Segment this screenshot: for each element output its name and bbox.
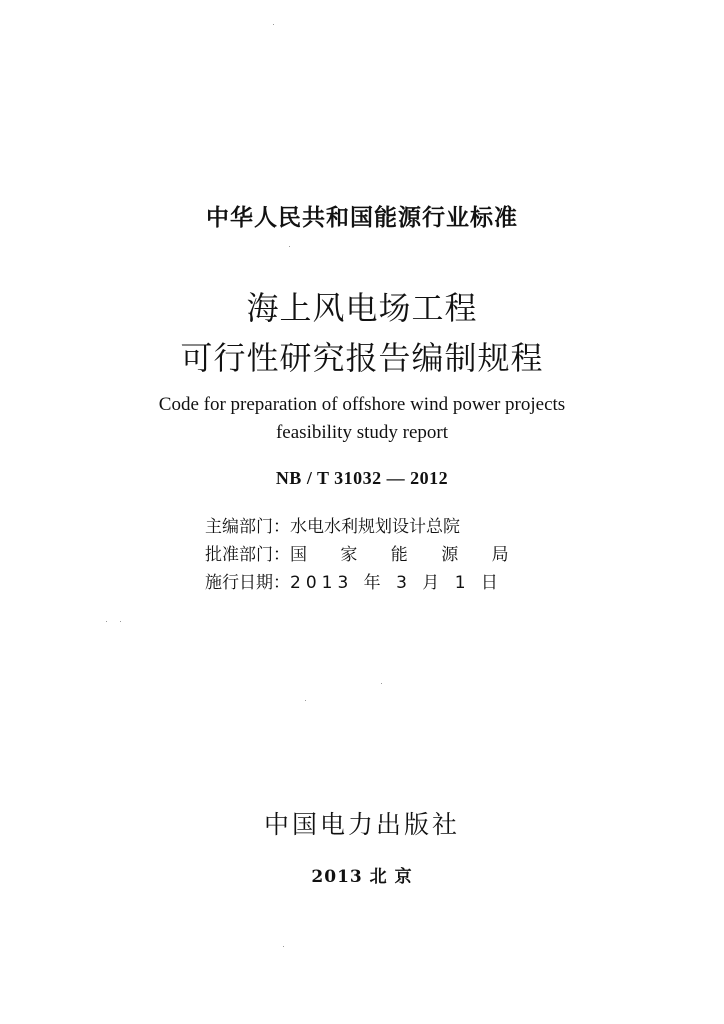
info-row-editor <box>205 513 525 541</box>
scan-speck <box>273 24 274 25</box>
publication-place: 2013 北 京 <box>311 867 413 887</box>
info-row-effective-date <box>205 569 525 597</box>
info-label: 施行日期： <box>205 573 290 593</box>
publisher: 中国电力出版社 <box>263 810 460 839</box>
info-label: 主编部门： <box>205 517 290 537</box>
info-value: 2013 年 3 月 1 日 <box>290 573 503 593</box>
scan-speck <box>289 246 290 247</box>
scan-speck <box>381 683 382 684</box>
scan-speck <box>305 700 306 701</box>
standard-number: NB / T 31032 — 2012 <box>275 468 449 488</box>
standard-category: 中华人民共和国能源行业标准 <box>206 205 518 231</box>
english-title-line-2: feasibility study report <box>275 422 449 443</box>
info-value: 水电水利规划设计总院 <box>290 517 460 537</box>
scan-speck <box>283 946 284 947</box>
english-title-line-1: Code for preparation of offshore wind power projects <box>158 394 566 415</box>
scan-speck <box>106 621 107 622</box>
scan-speck <box>120 621 121 622</box>
title-line-1: 海上风电场工程 <box>246 289 478 327</box>
info-label: 批准部门： <box>205 545 290 565</box>
info-value: 国 家 能 源 局 <box>290 545 523 565</box>
info-row-approver <box>205 541 525 569</box>
info-block <box>205 513 525 597</box>
title-line-2: 可行性研究报告编制规程 <box>180 339 544 377</box>
